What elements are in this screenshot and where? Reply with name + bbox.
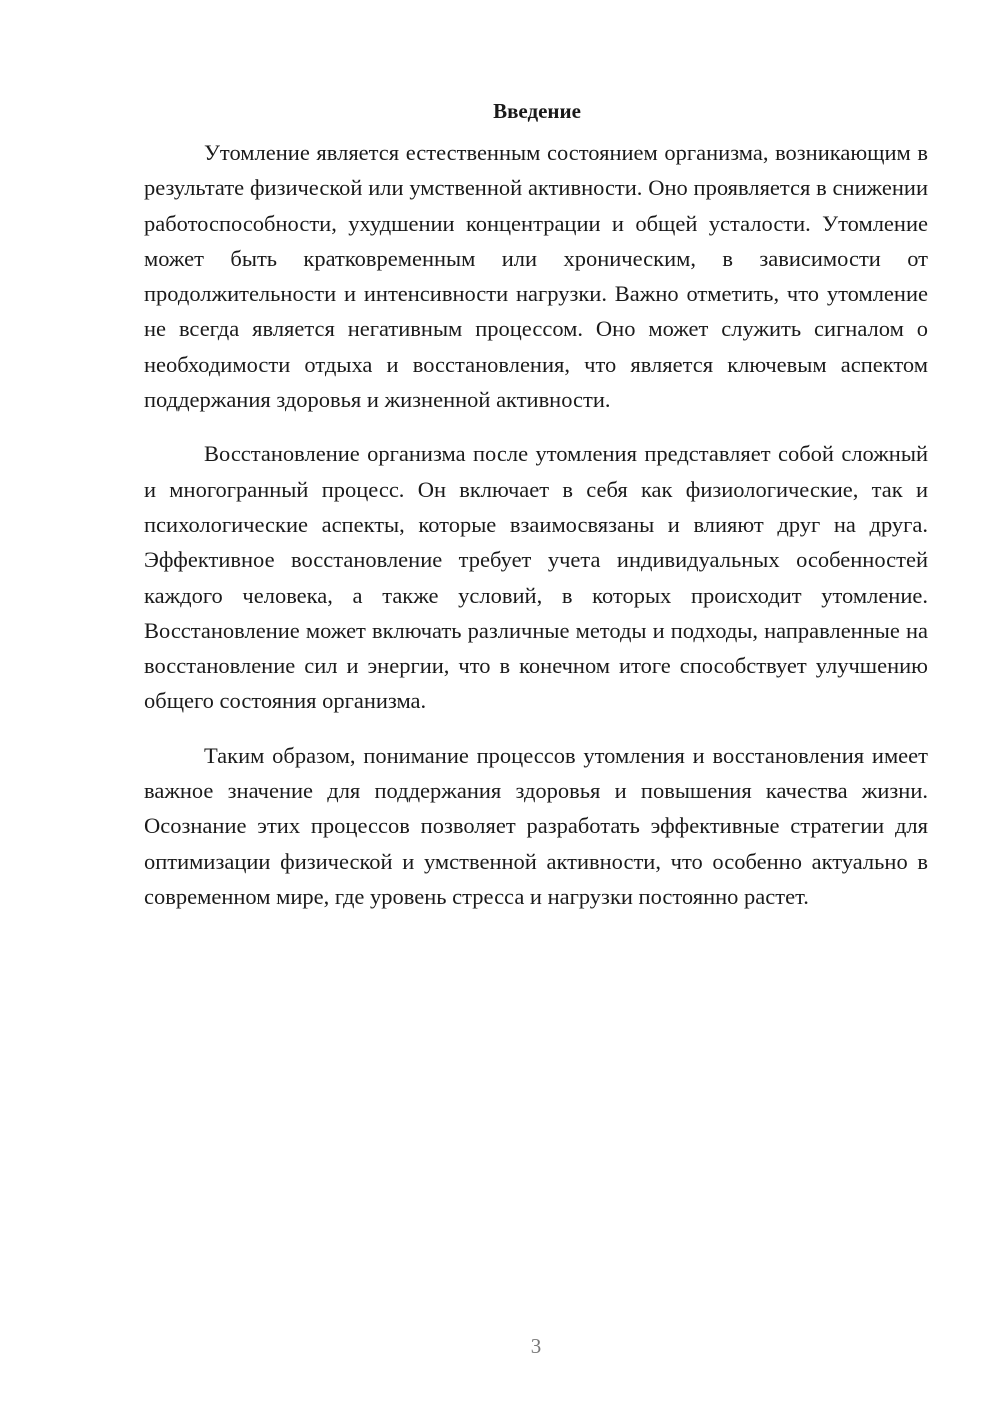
section-heading: Введение xyxy=(493,99,581,123)
paragraph-recovery-process: Восстановление организма после утомления представляет собой сложный и многогранный процесс. Он включает в себя как физиологические, так и психологические аспекты, которые взаимосвязаны и влияют друг на друга. Эффективное восстановление требует учета индивидуальных особенностей каждого человека, а также условий, в которых происходит утомление. Восстановление может включать различные методы и подходы, направленные на восстановление сил и энергии, что в конечном итоге способствует улучшению общего состояния организма. xyxy=(144,441,928,714)
paragraph-fatigue-definition: Утомление является естественным состоянием организма, возникающим в результате физической или умственной активности. Оно проявляется в снижении работоспособности, ухудшении концентрации и общей усталости. Утомление может быть кратковременным или хроническим, в зависимости от продолжительности и интенсивности нагрузки. Важно отметить, что утомление не всегда является негативным процессом. Оно может служить сигналом о необходимости отдыха и восстановления, что является ключевым аспектом поддержания здоровья и жизненной активности. xyxy=(144,140,928,413)
paragraph-conclusion: Таким образом, понимание процессов утомления и восстановления имеет важное значение для поддержания здоровья и повышения качества жизни. Осознание этих процессов позволяет разработать эффективные стратегии для оптимизации физической и умственной активности, что особенно актуально в современном мире, где уровень стресса и нагрузки постоянно растет. xyxy=(144,742,928,909)
page-number: 3 xyxy=(530,1334,542,1358)
page-content xyxy=(144,94,928,933)
